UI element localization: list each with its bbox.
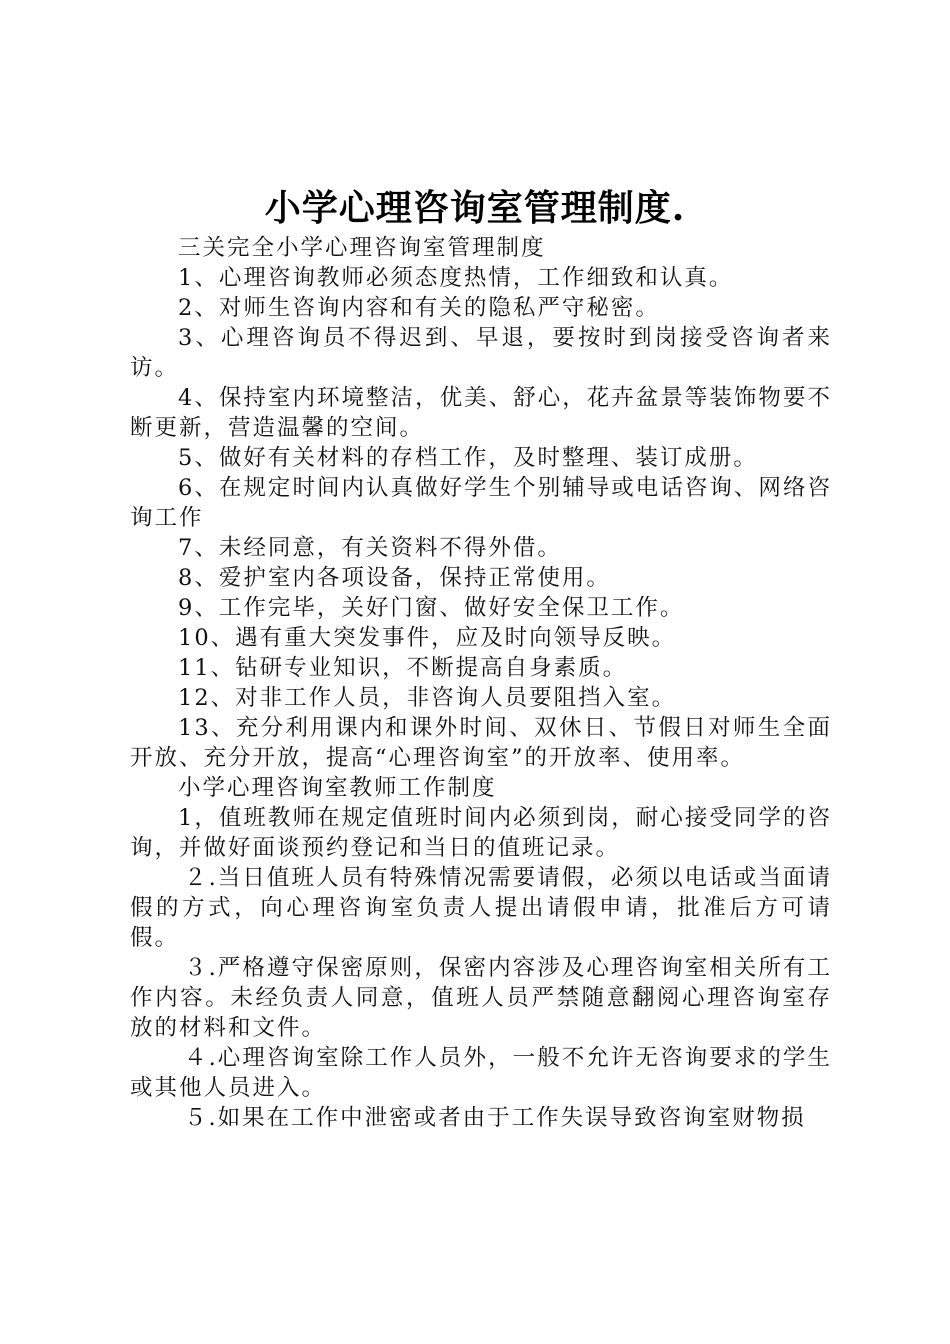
- teacher-rules-heading: 小学心理咨询室教师工作制度: [178, 775, 497, 801]
- paragraph-rule-9: 9、工作完毕，关好门窗、做好安全保卫工作。: [178, 595, 685, 621]
- paragraph-rule-2: 2、对师生咨询内容和有关的隐私严守秘密。: [178, 295, 660, 321]
- document-title: 小学心理咨询室管理制度.: [264, 187, 686, 229]
- paragraph-teacher-rule-3: ３.严格遵守保密原则，保密内容涉及心理咨询室相关所有工作内容。未经负责人同意，值班人员严禁随意翻阅心理咨询室存放的材料和文件。: [130, 955, 832, 1041]
- document-body: [130, 233, 832, 1133]
- paragraph-rule-12: 12、对非工作人员，非咨询人员要阻挡入室。: [178, 685, 677, 711]
- paragraph-rule-13: 13、充分利用课内和课外时间、双休日、节假日对师生全面开放、充分开放，提高“心理咨询室”的开放率、使用率。: [130, 715, 832, 771]
- paragraph-rule-5: 5、做好有关材料的存档工作，及时整理、装订成册。: [178, 445, 758, 471]
- paragraph-teacher-rule-2: ２.当日值班人员有特殊情况需要请假，必须以电话或当面请假的方式，向心理咨询室负责人提出请假申请，批准后方可请假。: [130, 865, 832, 951]
- paragraph-rule-4: 4、保持室内环境整洁，优美、舒心，花卉盆景等装饰物要不断更新，营造温馨的空间。: [130, 385, 832, 441]
- paragraph-teacher-rule-5: ５.如果在工作中泄密或者由于工作失误导致咨询室财物损: [184, 1105, 806, 1131]
- paragraph-rule-7: 7、未经同意，有关资料不得外借。: [178, 535, 562, 561]
- school-rules-heading: 三关完全小学心理咨询室管理制度: [178, 235, 546, 261]
- paragraph-rule-1: 1、心理咨询教师必须态度热情，工作细致和认真。: [178, 265, 734, 291]
- paragraph-rule-8: 8、爱护室内各项设备，保持正常使用。: [178, 565, 611, 591]
- paragraph-rule-6: 6、在规定时间内认真做好学生个别辅导或电话咨询、网络咨询工作: [130, 475, 832, 531]
- paragraph-rule-3: 3、心理咨询员不得迟到、早退，要按时到岗接受咨询者来访。: [130, 325, 832, 381]
- paragraph-rule-11: 11、钻研专业知识，不断提高自身素质。: [178, 655, 628, 681]
- paragraph-rule-10: 10、遇有重大突发事件，应及时向领导反映。: [178, 625, 677, 651]
- paragraph-teacher-rule-1: 1，值班教师在规定值班时间内必须到岗，耐心接受同学的咨询，并做好面谈预约登记和当日的值班记录。: [130, 805, 832, 861]
- paragraph-teacher-rule-4: ４.心理咨询室除工作人员外，一般不允许无咨询要求的学生或其他人员进入。: [130, 1045, 832, 1101]
